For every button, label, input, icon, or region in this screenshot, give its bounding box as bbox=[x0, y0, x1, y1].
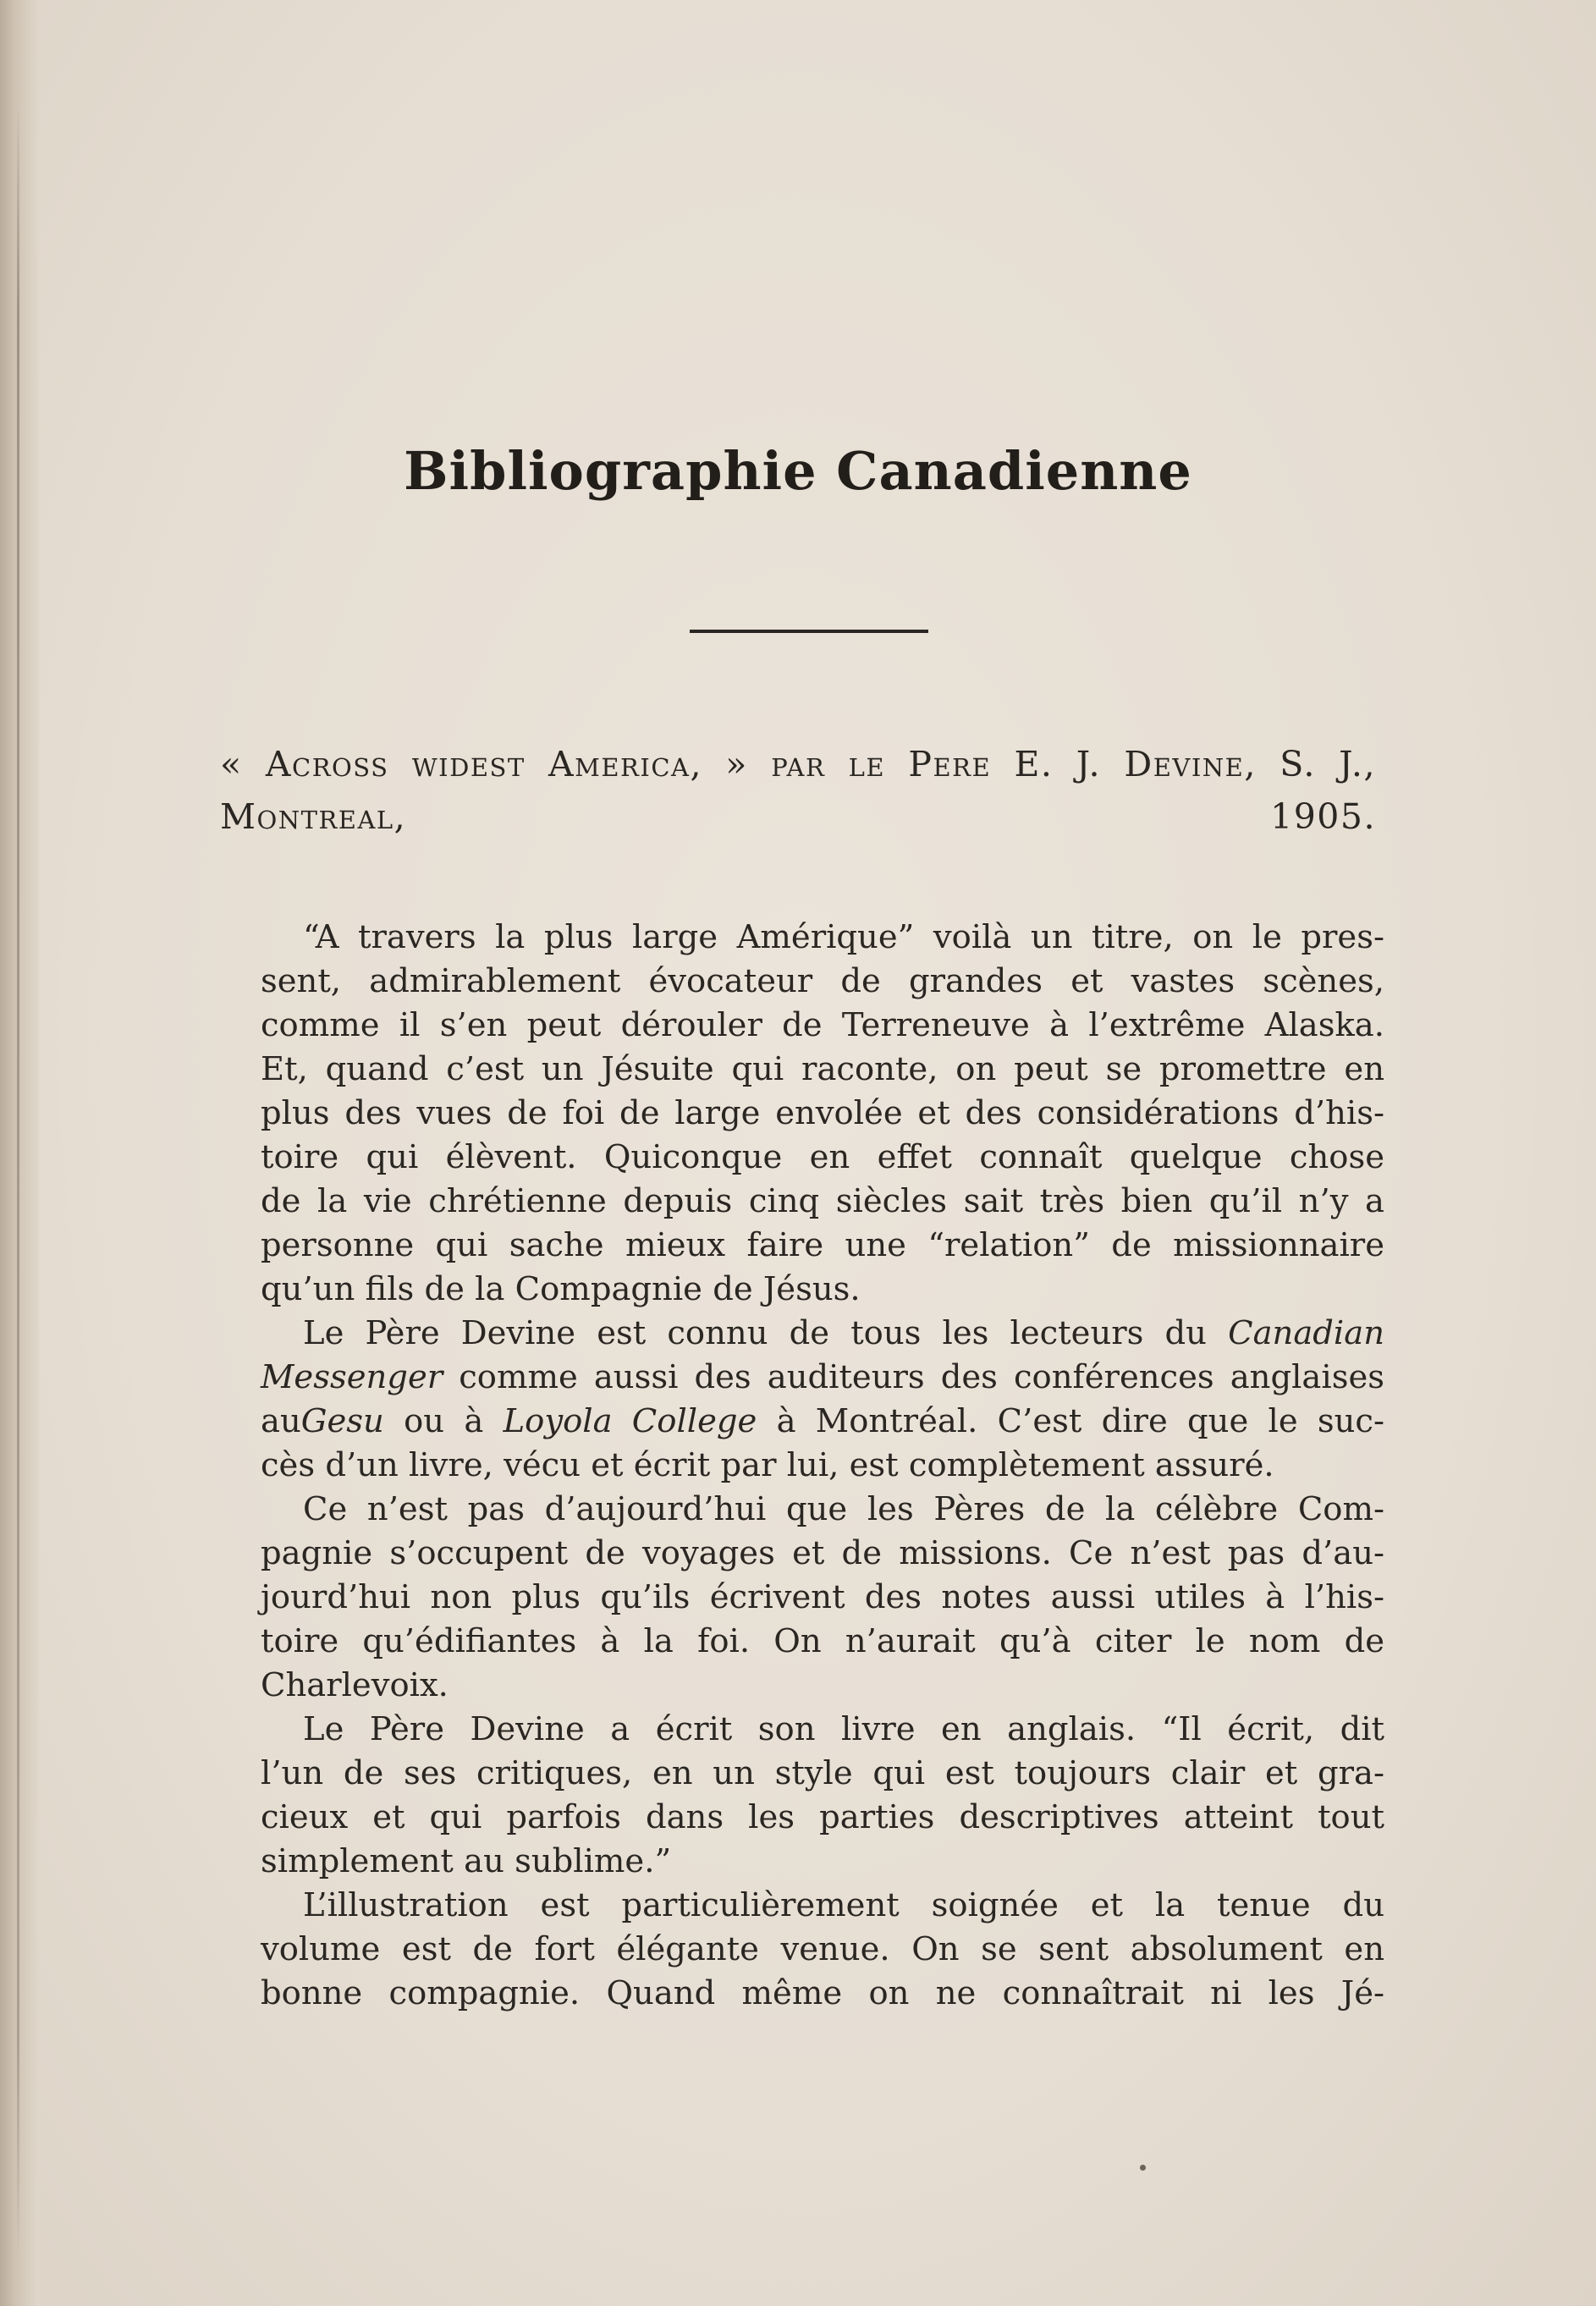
text-line: Charlevoix. bbox=[261, 1666, 449, 1704]
text-line: personne qui sache mieux faire une “relation” de missionnaire bbox=[261, 1226, 1384, 1264]
text-run: comme aussi des auditeurs des conférences anglaises bbox=[443, 1358, 1384, 1396]
text-line: comme il s’en peut dérouler de Terreneuve à l’extrême Alaska. bbox=[261, 1006, 1384, 1044]
paragraph-2 bbox=[261, 1312, 1384, 1488]
text-line: Le Père Devine a écrit son livre en anglais. “Il écrit, dit bbox=[303, 1710, 1384, 1748]
paragraph-3 bbox=[261, 1488, 1384, 1708]
text-line: “A travers la plus large Amérique” voilà un titre, on le pres- bbox=[303, 918, 1384, 956]
page-title: Bibliographie Canadienne bbox=[404, 440, 1192, 502]
heading-line-2: Montreal, 1905. bbox=[220, 796, 1376, 837]
text-line: cieux et qui parfois dans les parties descriptives atteint tout bbox=[261, 1798, 1384, 1836]
book-gutter bbox=[0, 0, 39, 2306]
periodical-title: Canadian bbox=[1228, 1314, 1384, 1352]
place-name: Loyola College bbox=[503, 1402, 757, 1440]
text-line: l’un de ses critiques, en un style qui est toujours clair et gra- bbox=[261, 1754, 1384, 1792]
title-divider bbox=[690, 630, 928, 633]
text-line: Et, quand c’est un Jésuite qui raconte, on peut se promettre en bbox=[261, 1050, 1384, 1088]
place-name: Gesu bbox=[300, 1402, 384, 1440]
article-body bbox=[261, 916, 1384, 2016]
text-line bbox=[261, 1356, 1384, 1400]
text-line: qu’un fils de la Compagnie de Jésus. bbox=[261, 1270, 861, 1308]
paragraph-5 bbox=[261, 1884, 1384, 2016]
text-line bbox=[261, 1400, 1384, 1444]
text-line: volume est de fort élégante venue. On se sent absolument en bbox=[261, 1930, 1384, 1968]
text-line: plus des vues de foi de large envolée et des considérations d’his- bbox=[261, 1094, 1384, 1132]
text-run: à Montréal. C’est dire que le suc- bbox=[757, 1402, 1385, 1440]
text-line: L’illustration est particulièrement soignée et la tenue du bbox=[303, 1886, 1384, 1924]
heading-line-1: « Across widest America, » par le Pere E. J. Devine, S. J., bbox=[220, 744, 1376, 784]
text-line: de la vie chrétienne depuis cinq siècles sait très bien qu’il n’y a bbox=[261, 1182, 1384, 1220]
text-run: ou à bbox=[383, 1402, 504, 1440]
text-line: bonne compagnie. Quand même on ne connaîtrait ni les Jé- bbox=[261, 1974, 1384, 2012]
paragraph-1 bbox=[261, 916, 1384, 1312]
paragraph-4 bbox=[261, 1708, 1384, 1884]
text-line: jourd’hui non plus qu’ils écrivent des notes aussi utiles à l’his- bbox=[261, 1578, 1384, 1616]
text-line: toire qu’édifiantes à la foi. On n’aurait qu’à citer le nom de bbox=[261, 1622, 1384, 1660]
article-heading bbox=[220, 738, 1376, 843]
gutter-fold-line bbox=[17, 102, 19, 2259]
text-line: pagnie s’occupent de voyages et de missions. Ce n’est pas d’au- bbox=[261, 1534, 1384, 1572]
text-run: au bbox=[261, 1402, 301, 1440]
periodical-title: Messenger bbox=[261, 1358, 443, 1396]
text-line: simplement au sublime.” bbox=[261, 1842, 672, 1880]
text-line: sent, admirablement évocateur de grandes et vastes scènes, bbox=[261, 962, 1384, 1000]
text-run: Le Père Devine est connu de tous les lecteurs du bbox=[303, 1314, 1229, 1352]
text-line: cès d’un livre, vécu et écrit par lui, est complètement assuré. bbox=[261, 1446, 1274, 1484]
text-line: Ce n’est pas d’aujourd’hui que les Pères de la célèbre Com- bbox=[303, 1490, 1384, 1528]
ink-speck bbox=[1140, 2165, 1146, 2171]
text-line bbox=[261, 1312, 1384, 1356]
text-line: toire qui élèvent. Quiconque en effet connaît quelque chose bbox=[261, 1138, 1384, 1176]
